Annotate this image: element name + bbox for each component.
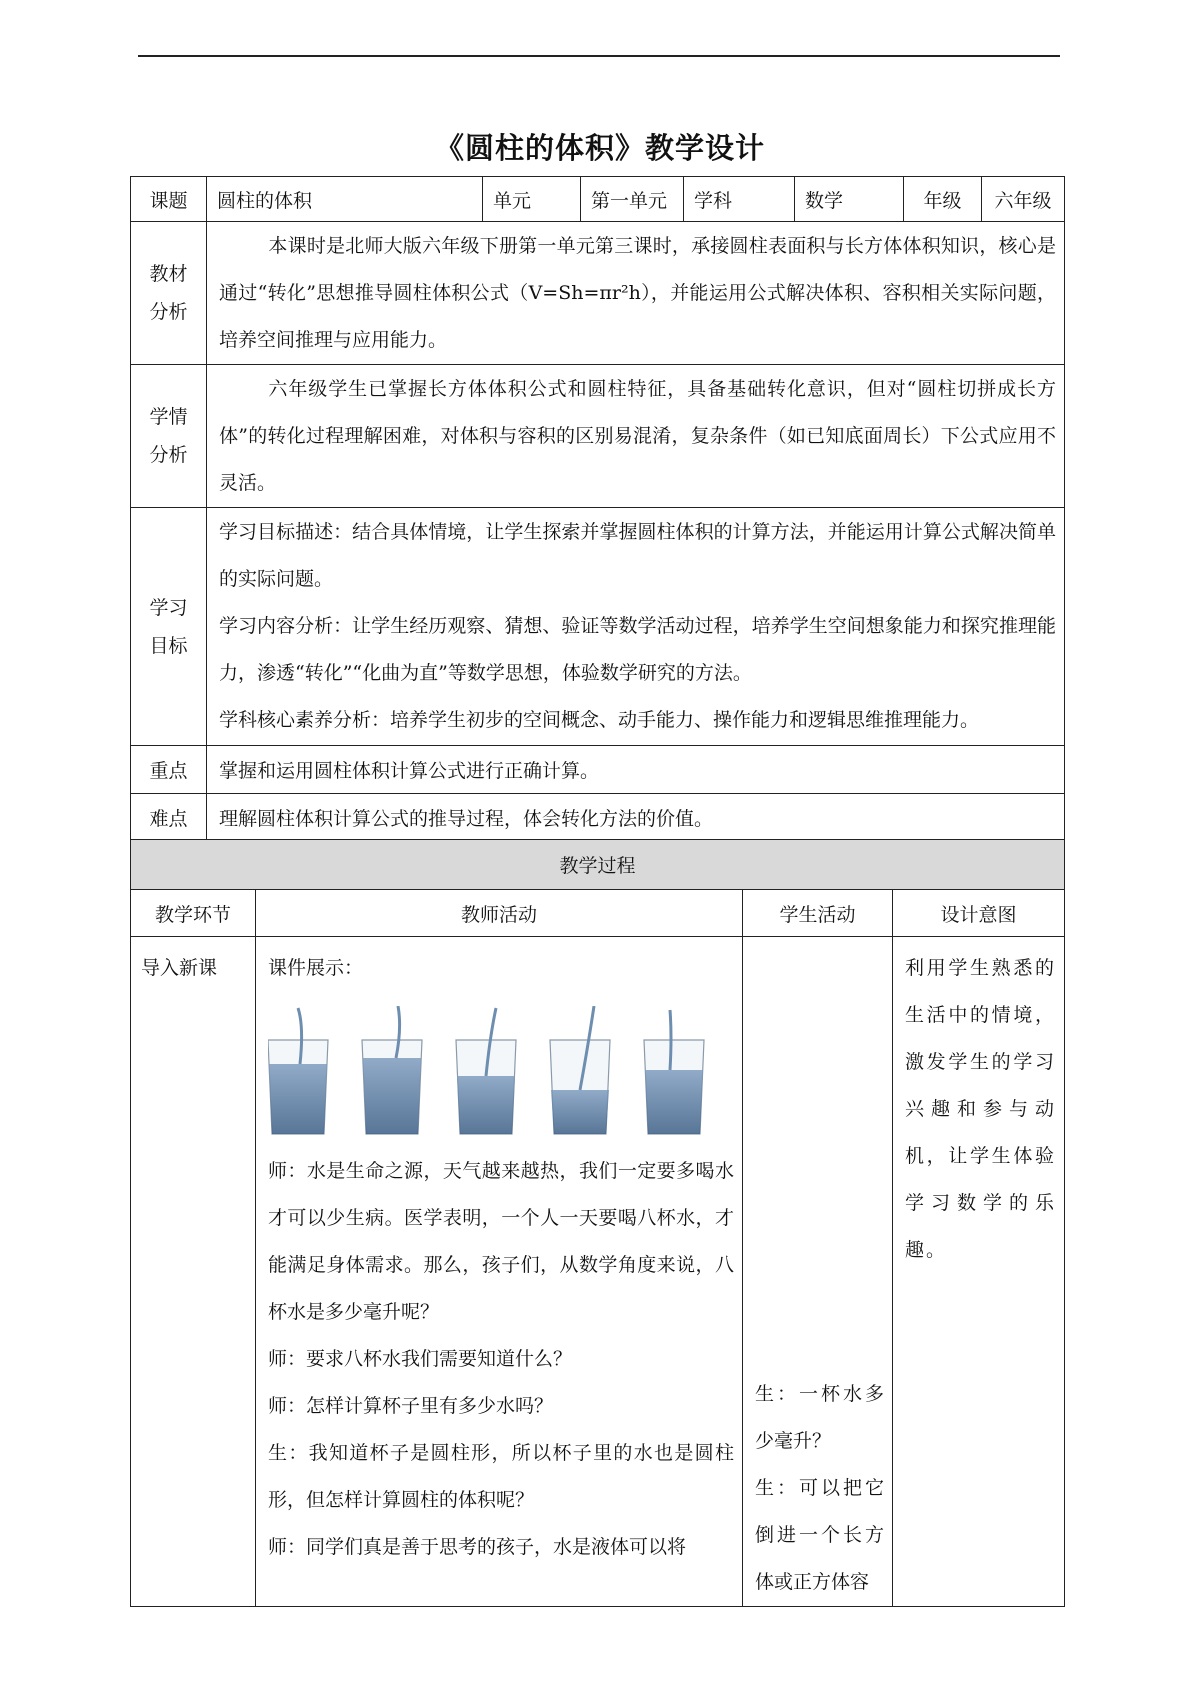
document-title: 《圆柱的体积》教学设计	[434, 131, 765, 165]
glass-4	[550, 1006, 610, 1134]
water-glasses-image	[268, 1006, 728, 1138]
process-banner: 教学过程	[131, 840, 1065, 890]
process-table	[130, 839, 1065, 1607]
info-row-material	[131, 222, 1065, 365]
header-student: 学生活动	[743, 890, 893, 937]
unit-label: 单元	[483, 177, 581, 222]
teacher-line-6: 师：同学们真是善于思考的孩子，水是液体可以将	[268, 1536, 687, 1558]
teacher-line-1: 课件展示：	[268, 957, 364, 979]
subject-label: 学科	[684, 177, 795, 222]
goals-label	[131, 508, 207, 746]
students-label	[131, 365, 207, 508]
goals-label-line1: 学习	[149, 596, 188, 619]
goals-line-3: 学科核心素养分析：培养学生初步的空间概念、动手能力、操作能力和逻辑思维推理能力。	[219, 709, 980, 731]
header-stage: 教学环节	[131, 890, 256, 937]
goals-label-line2: 目标	[149, 634, 188, 657]
teacher-line-5: 生：我知道杯子是圆柱形，所以杯子里的水也是圆柱形，但怎样计算圆柱的体积呢？	[268, 1442, 734, 1511]
header-teacher: 教师活动	[256, 890, 743, 937]
process-row-intro	[131, 937, 1065, 1607]
goals-line-2: 学习内容分析：让学生经历观察、猜想、验证等数学活动过程，培养学生空间想象能力和探究推理能力，渗透“转化”“化曲为直”等数学思想，体验数学研究的方法。	[219, 615, 1056, 684]
students-label-line1: 学情	[149, 406, 188, 428]
teacher-line-2: 师：水是生命之源，天气越来越热，我们一定要多喝水才可以少生病。医学表明，一个人一天要喝八杯水，才能满足身体需求。那么，孩子们，从数学角度来说，八杯水是多少毫升呢？	[268, 1160, 734, 1323]
students-label-line2: 分析	[149, 444, 188, 466]
topic-value: 圆柱的体积	[207, 177, 483, 222]
grade-value: 六年级	[982, 177, 1065, 222]
glass-3	[456, 1008, 516, 1134]
student-line-1: 生：一杯水多少毫升？	[755, 1383, 884, 1452]
key-label: 重点	[131, 746, 207, 794]
top-rule	[138, 55, 1060, 57]
teacher-line-3: 师：要求八杯水我们需要知道什么？	[268, 1348, 573, 1370]
student-line-2: 生：可以把它倒进一个长方体或正方体容	[755, 1477, 884, 1593]
glass-1	[268, 1008, 328, 1134]
student-spacer	[755, 945, 884, 1371]
topic-label: 课题	[131, 177, 207, 222]
process-banner-row	[131, 840, 1065, 890]
students-text: 六年级学生已掌握长方体体积公式和圆柱特征，具备基础转化意识，但对“圆柱切拼成长方体”的转化过程理解困难，对体积与容积的区别易混淆，复杂条件（如已知底面周长）下公式应用不灵活。	[207, 365, 1065, 508]
process-header-row	[131, 890, 1065, 937]
teacher-cell	[256, 937, 743, 1607]
info-row-topic	[131, 177, 1065, 222]
difficulty-label: 难点	[131, 794, 207, 842]
stage-cell: 导入新课	[131, 937, 256, 1607]
key-text: 掌握和运用圆柱体积计算公式进行正确计算。	[207, 746, 1065, 794]
material-label-line1: 教材	[149, 263, 188, 285]
material-text: 本课时是北师大版六年级下册第一单元第三课时，承接圆柱表面积与长方体体积知识，核心是通过“转化”思想推导圆柱体积公式（V=Sh=πr²h），并能运用公式解决体积、容积相关实际问题，培养空间推理与应用能力。	[207, 222, 1065, 365]
glass-5	[644, 1010, 704, 1134]
info-row-students	[131, 365, 1065, 508]
material-label-line2: 分析	[149, 301, 188, 323]
teacher-line-4: 师：怎样计算杯子里有多少水吗？	[268, 1395, 554, 1417]
goals-line-1: 学习目标描述：结合具体情境，让学生探索并掌握圆柱体积的计算方法，并能运用计算公式解决简单的实际问题。	[219, 521, 1056, 590]
unit-value: 第一单元	[581, 177, 684, 222]
info-table	[130, 176, 1065, 842]
student-cell	[743, 937, 893, 1607]
difficulty-text: 理解圆柱体积计算公式的推导过程，体会转化方法的价值。	[207, 794, 1065, 842]
info-row-goals	[131, 508, 1065, 746]
glass-2	[362, 1006, 422, 1134]
material-label	[131, 222, 207, 365]
info-row-key	[131, 746, 1065, 794]
header-intent: 设计意图	[893, 890, 1065, 937]
subject-value: 数学	[795, 177, 904, 222]
info-row-difficulty	[131, 794, 1065, 842]
intent-cell: 利用学生熟悉的生活中的情境，激发学生的学习兴趣和参与动机，让学生体验学习数学的乐趣。	[893, 937, 1065, 1607]
goals-text	[207, 508, 1065, 746]
grade-label: 年级	[904, 177, 982, 222]
